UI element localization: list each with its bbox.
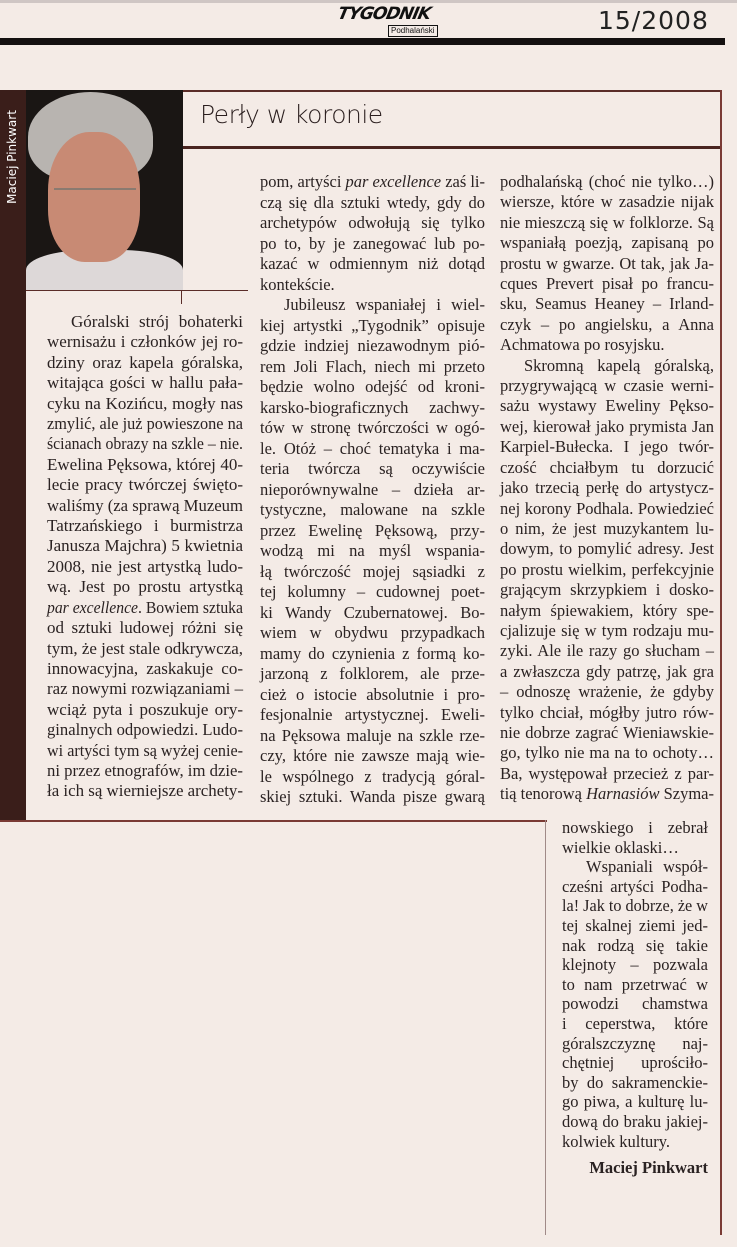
text-line: Ewelina Pęksowa, której 40- (47, 454, 243, 474)
text-line: dziny oraz kapela góralska, (47, 352, 243, 372)
text-line: podhalańską (choć nie tylko…) (500, 172, 714, 191)
text-line: ni przez etnografów, im dzie- (47, 760, 243, 780)
italic-phrase: Harnasiów (586, 784, 660, 804)
text-line: przygrywającą w czasie werni- (500, 376, 714, 396)
text-line: po to, by je zanegować lub po- (260, 233, 485, 253)
text-line: cjalizuje się w tym rodzaju mu- (500, 620, 714, 640)
text-line: będzie wolno odejść od kroni- (260, 377, 485, 396)
article-column-2 (260, 172, 485, 808)
text-line: Wspaniali współ- (586, 857, 708, 877)
text-line: nieporównywalne – dzieła ar- (260, 479, 485, 499)
newspaper-logo (335, 4, 448, 37)
text-line: tystyczne, malowane na szkle (260, 500, 485, 519)
text-line: Jubileusz wspaniałej i wiel- (284, 295, 485, 314)
article-column-1 (47, 312, 243, 802)
text-line: – odnoszę wrażenie, że gdyby (500, 682, 714, 702)
author-strip (0, 90, 26, 820)
issue-number: 15/2008 (598, 6, 709, 35)
text-line: ginalnych odpowiedzi. Ludo- (47, 720, 243, 740)
text-line: dowym, to pomylić adresy. Jest (500, 539, 714, 559)
box-inner-border (545, 820, 546, 1235)
text-line: rem Joli Flach, niech mi przeto (260, 356, 485, 376)
signature: Maciej Pinkwart (589, 1158, 708, 1177)
text-line: grającym skrzypkiem i dosko- (500, 580, 714, 600)
text-line: fesjonalnie artystycznej. Eweli- (260, 705, 485, 724)
text-line: innowacyjna, zaskakuje co- (47, 658, 243, 678)
text-line: a zwłaszcza gdy patrzę, jak gra (500, 661, 714, 681)
text-line: jako trzecią perłę do artystycz- (500, 478, 714, 498)
text-line: kiej artystki „Tygodnik” opisuje (260, 315, 485, 335)
italic-phrase: par excellence (47, 597, 139, 617)
text-line: chętniej uprościło- (562, 1053, 708, 1073)
text-line: wielkie oklaski… (562, 837, 679, 857)
article-column-3-continued (562, 818, 708, 1151)
text-line: jarzoną z folklorem, ale prze- (260, 664, 485, 683)
text-line: lecie pracy twórczej święto- (47, 475, 243, 495)
text-line: waliśmy (za sprawą Muzeum (47, 495, 243, 515)
text-line: tylko chciał, mógłby jutro rów- (500, 702, 714, 722)
text-line: wodzą mi na myśl wspania- (260, 541, 485, 560)
text-line: wej, kierował jako prymista Jan (500, 416, 714, 436)
text-line: to nam przetrwać w (562, 974, 708, 994)
text-line: od sztuki ludowej różni się (47, 618, 243, 638)
text-line: nak rodzą się takie (562, 935, 708, 955)
title-rule (183, 146, 720, 149)
text-line: le. Otóż – choć tematyka i ma- (260, 438, 485, 458)
text-line: karsko-biograficznych zachwy- (260, 397, 485, 417)
text-line: przez Ewelinę Pęksową, przy- (260, 520, 485, 540)
text-line: na Pęksowa maluje na szkle rze- (260, 725, 485, 745)
text-line: nej korony Podhala. Powiedzieć (500, 498, 714, 518)
text-line: mamy do czynienia z formą ko- (260, 643, 485, 663)
text-line: tej skalnej ziemi jed- (562, 915, 708, 935)
text-line: powodzi chamstwa (562, 994, 708, 1014)
logo-subtext: Podhalański (388, 25, 438, 37)
text-line: góralszczyznę naj- (562, 1033, 708, 1053)
text-line: o nim, że jest muzykantem lu- (500, 518, 714, 538)
text-line: nałym śpiewakiem, który spe- (500, 600, 714, 620)
header-rule (0, 38, 725, 45)
text-line: zmylić, ale już powieszone na (47, 414, 243, 434)
text-line: cyku na Kozińcu, mogły nas (47, 393, 243, 413)
text-line: tym, że jest stale odkrywcza, (47, 638, 243, 658)
author-strip-name: Maciej Pinkwart (5, 110, 19, 204)
text-line: le wspólnego z tradycją góral- (260, 766, 485, 786)
text-line: wciąż pyta i poszukuje ory- (47, 699, 243, 719)
text-line: ścianach obrazy na szkle – nie. (47, 434, 243, 454)
text-line: klejnoty – pozwala (562, 955, 708, 975)
author-photo (26, 90, 183, 290)
text-line: la! Jak to dobrze, że w (562, 896, 708, 916)
text-line: cześni artyści Podha- (562, 876, 708, 896)
article-title: Perły w koronie (200, 100, 383, 129)
text-line: witająca gości w hallu pała- (47, 373, 243, 393)
text-line: kazać w odmiennym niż dotąd (260, 254, 485, 273)
italic-phrase: par excellence (345, 172, 442, 191)
text-line: cques Prevert pisał po francu- (500, 274, 714, 294)
text-line: tią tenorową Harnasiów Szyma- (500, 784, 714, 804)
text-line: nowskiego i zebrał (562, 818, 708, 837)
text-line: teria twórcza są oczywiście (260, 459, 485, 478)
text-line: 2008, nie jest artystką ludo- (47, 556, 243, 576)
text-line: kolwiek kultury. (562, 1131, 670, 1151)
text-line: by do sakramenckie- (562, 1072, 708, 1092)
text-line: czy, które nie zawsze mają wie- (260, 746, 485, 765)
text-line: prostu w gwarze. Ot tak, jak Ja- (500, 253, 714, 273)
text-line: wiersze, które w zasadzie nijak (500, 192, 714, 212)
text-line: po prostu wielkim, perfekcyjnie (500, 559, 714, 579)
box-bottom-border (0, 820, 547, 822)
text-line: ki Wandy Czubernatowej. Bo- (260, 602, 485, 622)
text-line: zyki. Ale ile razy go słucham – (500, 641, 714, 661)
scan-edge (0, 0, 737, 3)
photo-divider (26, 290, 248, 291)
logo-text: TYGODNIK (335, 4, 433, 24)
text-line: łą twórczość mojej sąsiadki z (260, 561, 485, 581)
text-line: go, tylko nie ma na to ochoty… (500, 743, 714, 763)
text-line: wiem w obydwu przypadkach (260, 623, 485, 642)
text-line: kontekście. (260, 274, 335, 294)
text-line: tej kolumny – cudownej poet- (260, 582, 485, 601)
text-line: wi artyści tym są wyżej cenie- (47, 740, 243, 760)
box-top-border (183, 90, 720, 92)
text-line: nie mieszczą się w folklorze. Są (500, 212, 714, 232)
text-line: Skromną kapelą góralską, (524, 355, 714, 375)
text-line: pom, artyści par excellence zaś li- (260, 172, 485, 191)
article-column-3 (500, 172, 714, 805)
text-line: sażu wystawy Eweliny Pękso- (500, 396, 714, 416)
text-line: czość chciałbym tu dorzucić (500, 457, 714, 477)
text-line: czyk – po angielsku, a Anna (500, 314, 714, 334)
text-line: sku, Seamus Heaney – Irland- (500, 294, 714, 314)
text-line: Tatrzańskiego i burmistrza (47, 516, 243, 536)
text-line: Ba, występował przecież z par- (500, 763, 714, 783)
text-line: tów w stronę twórczości w ogó- (260, 418, 485, 437)
text-line: czą się dla sztuki wtedy, gdy do (260, 192, 485, 212)
text-line: Janusza Majchra) 5 kwietnia (47, 536, 243, 556)
photo-glasses (54, 188, 136, 208)
text-line: Góralski strój bohaterki (71, 312, 243, 331)
text-line: Karpiel-Bułecka. I jego twór- (500, 437, 714, 457)
text-line: skiej sztuki. Wanda pisze gwarą (260, 787, 485, 806)
text-line: go piwa, a kulturę lu- (562, 1092, 708, 1112)
text-line: ła ich są wierniejsze archety- (47, 781, 243, 801)
photo-divider-tick (181, 290, 182, 304)
text-line: dową do braku jakiej- (562, 1111, 708, 1131)
text-line: Achmatowa po rosyjsku. (500, 335, 665, 355)
text-line: archetypów odwołują się tylko (260, 213, 485, 232)
box-right-border (720, 90, 722, 1235)
text-line: raz nowymi rozwiązaniami – (47, 679, 243, 699)
text-line: wą. Jest po prostu artystką (47, 577, 243, 597)
text-line: wernisażu i członków jej ro- (47, 332, 243, 352)
text-line: par excellence. Bowiem sztuka (47, 597, 243, 617)
text-line: wspaniałą poezją, zapisaną po (500, 233, 714, 253)
text-line: i ceperstwa, które (562, 1013, 708, 1033)
text-line: gdzie indziej niezawodnym pió- (260, 336, 485, 355)
text-line: nie dobrze zagrać Wieniawskie- (500, 722, 714, 742)
text-line: cież o istocie absolutnie i pro- (260, 684, 485, 704)
